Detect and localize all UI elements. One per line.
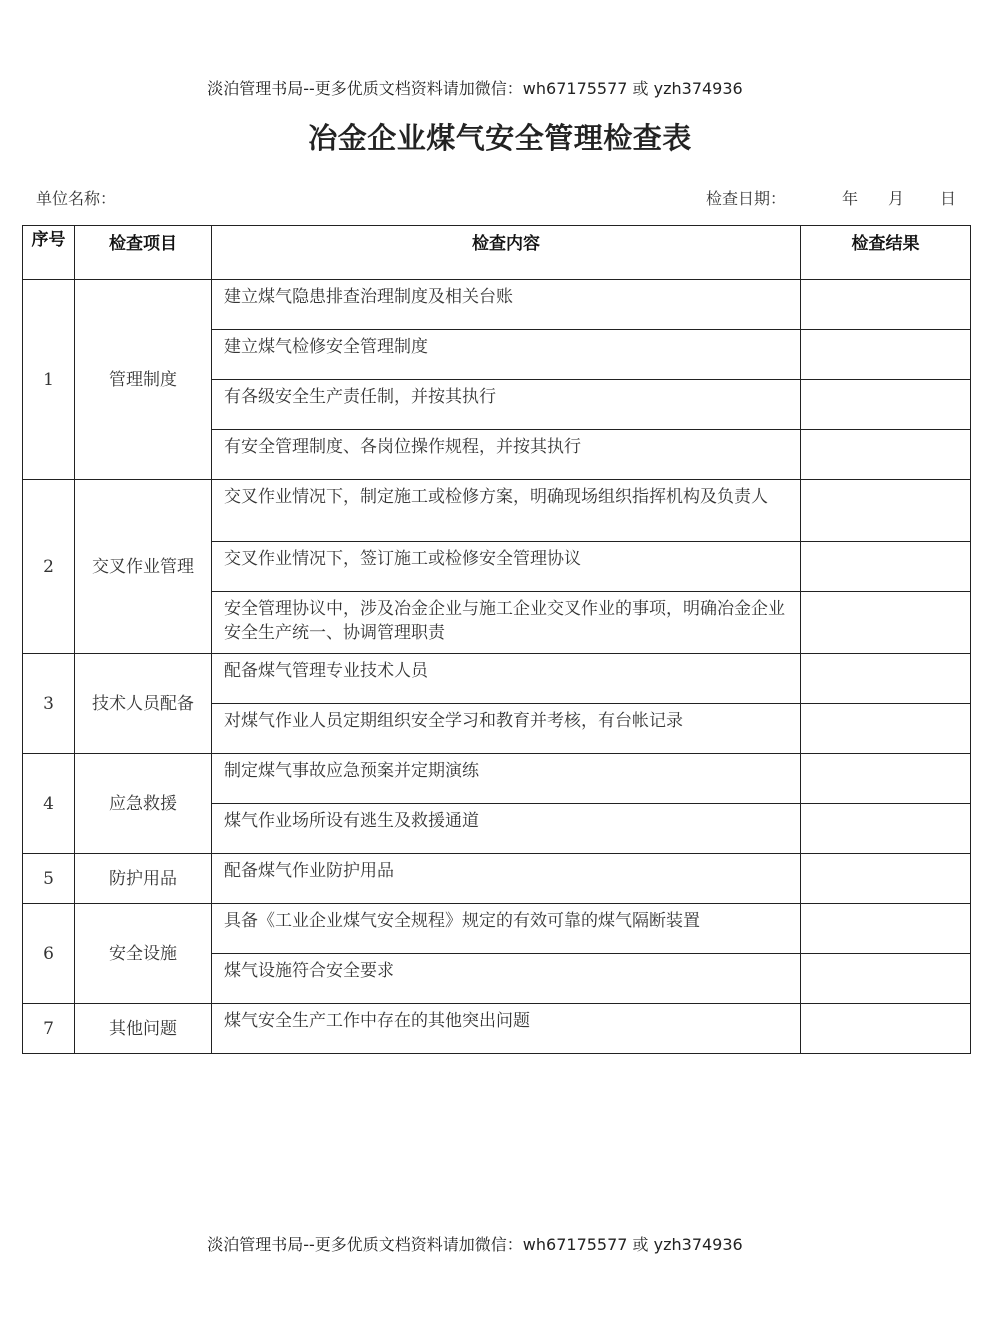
result-cell[interactable] [801,280,971,330]
inspection-table [22,225,971,1054]
row-seq: 3 [23,654,75,754]
document-title: 冶金企业煤气安全管理检查表 [308,121,692,155]
row-content: 交叉作业情况下，签订施工或检修安全管理协议 [212,542,801,592]
date-month-label: 月 [888,189,905,208]
result-cell[interactable] [801,654,971,704]
row-content: 煤气作业场所设有逃生及救援通道 [212,804,801,854]
footer-watermark: 淡泊管理书局--更多优质文档资料请加微信：wh67175577 或 yzh374936 [207,1235,743,1254]
table-row [23,280,971,330]
date-year-label: 年 [842,189,859,208]
result-cell[interactable] [801,754,971,804]
table-header-row [23,226,971,280]
table-row [23,480,971,542]
unit-name-label: 单位名称： [36,189,117,208]
row-content: 制定煤气事故应急预案并定期演练 [212,754,801,804]
row-content: 有各级安全生产责任制，并按其执行 [212,380,801,430]
header-content: 检查内容 [212,226,801,280]
row-content: 煤气设施符合安全要求 [212,954,801,1004]
row-item: 管理制度 [75,280,212,480]
row-item: 交叉作业管理 [75,480,212,654]
row-seq: 5 [23,854,75,904]
result-cell[interactable] [801,542,971,592]
result-cell[interactable] [801,954,971,1004]
row-item: 其他问题 [75,1004,212,1054]
row-content: 建立煤气隐患排查治理制度及相关台账 [212,280,801,330]
table-row [23,754,971,804]
table-row [23,1004,971,1054]
row-seq: 1 [23,280,75,480]
row-item: 防护用品 [75,854,212,904]
row-content: 具备《工业企业煤气安全规程》规定的有效可靠的煤气隔断装置 [212,904,801,954]
row-item: 技术人员配备 [75,654,212,754]
result-cell[interactable] [801,704,971,754]
row-content: 煤气安全生产工作中存在的其他突出问题 [212,1004,801,1054]
header-result: 检查结果 [801,226,971,280]
result-cell[interactable] [801,480,971,542]
header-item: 检查项目 [75,226,212,280]
row-content: 对煤气作业人员定期组织安全学习和教育并考核，有台帐记录 [212,704,801,754]
result-cell[interactable] [801,330,971,380]
row-item: 应急救援 [75,754,212,854]
result-cell[interactable] [801,854,971,904]
result-cell[interactable] [801,804,971,854]
row-content: 有安全管理制度、各岗位操作规程，并按其执行 [212,430,801,480]
result-cell[interactable] [801,592,971,654]
result-cell[interactable] [801,430,971,480]
table-row [23,854,971,904]
date-day-label: 日 [940,189,957,208]
row-seq: 2 [23,480,75,654]
result-cell[interactable] [801,1004,971,1054]
row-item: 安全设施 [75,904,212,1004]
row-content: 配备煤气管理专业技术人员 [212,654,801,704]
row-seq: 4 [23,754,75,854]
result-cell[interactable] [801,380,971,430]
result-cell[interactable] [801,904,971,954]
row-content: 建立煤气检修安全管理制度 [212,330,801,380]
row-content: 交叉作业情况下，制定施工或检修方案，明确现场组织指挥机构及负责人 [212,480,801,542]
check-date-label: 检查日期： [706,189,787,208]
row-seq: 6 [23,904,75,1004]
header-seq: 序号 [23,226,75,280]
table-row [23,904,971,954]
row-content: 配备煤气作业防护用品 [212,854,801,904]
row-seq: 7 [23,1004,75,1054]
table-row [23,654,971,704]
row-content: 安全管理协议中，涉及冶金企业与施工企业交叉作业的事项，明确冶金企业安全生产统一、协调管理职责 [212,592,801,654]
header-watermark: 淡泊管理书局--更多优质文档资料请加微信：wh67175577 或 yzh374936 [207,79,743,98]
